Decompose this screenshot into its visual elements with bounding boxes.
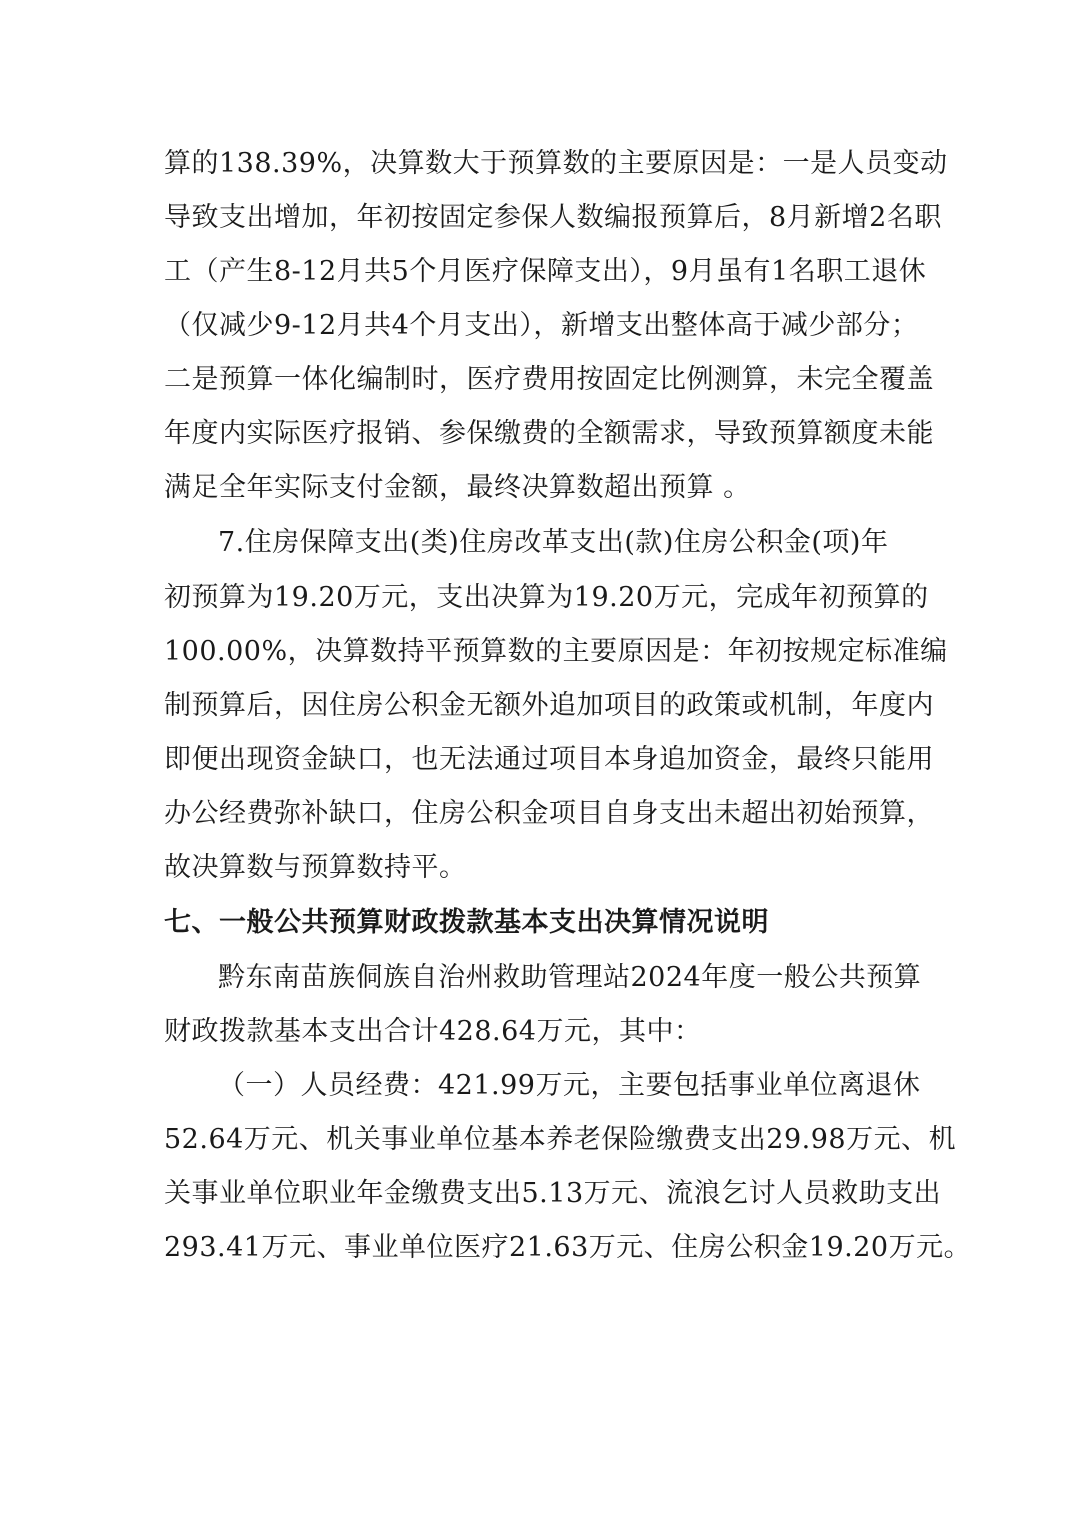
text-line: 52.64万元、机关事业单位基本养老保险缴费支出29.98万元、机 (164, 1124, 957, 1155)
text-line: 7.住房保障支出(类)住房改革支出(款)住房公积金(项)年 (218, 527, 889, 558)
text-line: 关事业单位职业年金缴费支出5.13万元、流浪乞讨人员救助支出 (164, 1178, 942, 1209)
text-line: （仅减少9-12月共4个月支出），新增支出整体高于减少部分； (164, 310, 919, 341)
text-line: （一）人员经费：421.99万元，主要包括事业单位离退休 (218, 1070, 921, 1101)
text-line: 二是预算一体化编制时，医疗费用按固定比例测算，未完全覆盖 (164, 364, 934, 395)
text-line: 293.41万元、事业单位医疗21.63万元、住房公积金19.20万元。 (164, 1232, 972, 1263)
text-line: 办公经费弥补缺口，住房公积金项目自身支出未超出初始预算， (164, 798, 934, 829)
text-line: 即便出现资金缺口，也无法通过项目本身追加资金，最终只能用 (164, 744, 934, 775)
text-line: 财政拨款基本支出合计428.64万元，其中： (164, 1016, 702, 1047)
text-line: 故决算数与预算数持平。 (164, 852, 467, 883)
text-line: 制预算后，因住房公积金无额外追加项目的政策或机制，年度内 (164, 690, 934, 721)
text-line: 初预算为19.20万元，支出决算为19.20万元，完成年初预算的 (164, 582, 929, 613)
text-line: 黔东南苗族侗族自治州救助管理站2024年度一般公共预算 (218, 962, 922, 993)
text-line: 算的138.39%，决算数大于预算数的主要原因是：一是人员变动 (164, 148, 948, 179)
text-line: 满足全年实际支付金额，最终决算数超出预算 。 (164, 472, 751, 503)
text-line: 工（产生8-12月共5个月医疗保障支出），9月虽有1名职工退休 (164, 256, 927, 287)
section-heading: 七、一般公共预算财政拨款基本支出决算情况说明 (164, 907, 769, 938)
text-line: 100.00%，决算数持平预算数的主要原因是：年初按规定标准编 (164, 636, 948, 667)
text-line: 导致支出增加，年初按固定参保人数编报预算后，8月新增2名职 (164, 202, 942, 233)
text-line: 年度内实际医疗报销、参保缴费的全额需求，导致预算额度未能 (164, 418, 934, 449)
